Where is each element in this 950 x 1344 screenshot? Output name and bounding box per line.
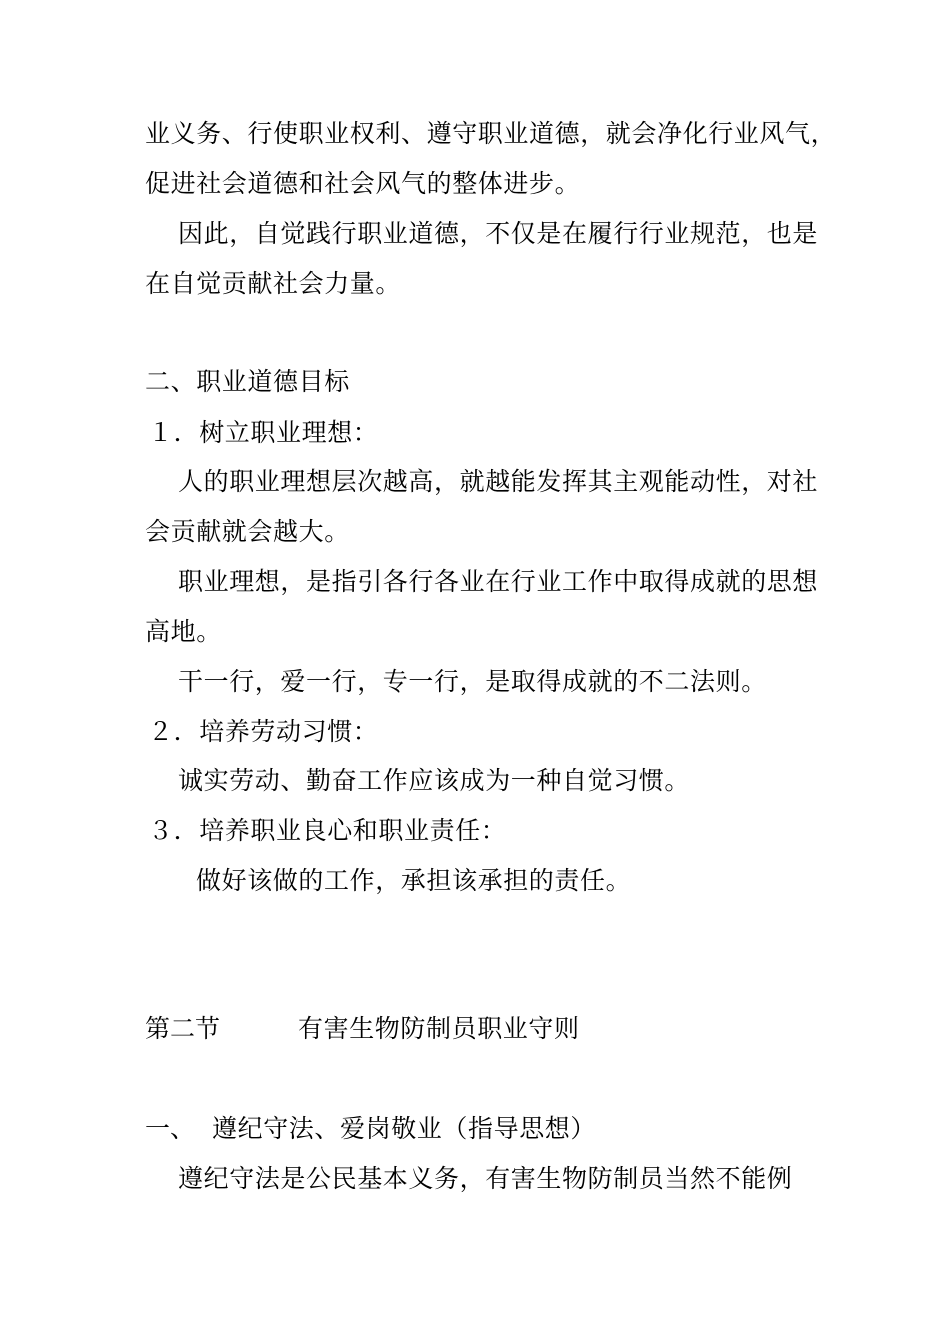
subsection-marker: 一、	[145, 1114, 196, 1143]
paragraph-line: 干一行，爱一行，专一行，是取得成就的不二法则。	[178, 667, 767, 696]
paragraph-line: 高地。	[145, 617, 222, 646]
paragraph-line: 做好该做的工作，承担该承担的责任。	[196, 866, 632, 895]
paragraph-line: 遵纪守法是公民基本义务，有害生物防制员当然不能例	[178, 1164, 793, 1193]
list-item-title: ３．培养职业良心和职业责任：	[148, 816, 507, 845]
chapter-section-title: 有害生物防制员职业守则	[298, 1014, 580, 1043]
paragraph-line: 促进社会道德和社会风气的整体进步。	[145, 169, 581, 198]
list-item-title: １．树立职业理想：	[148, 418, 379, 447]
list-item-title: ２．培养劳动习惯：	[148, 717, 379, 746]
paragraph-line: 在自觉贡献社会力量。	[145, 269, 402, 298]
section-heading: 二、职业道德目标	[145, 367, 350, 396]
paragraph-line: 因此，自觉践行职业道德，不仅是在履行行业规范，也是	[178, 219, 819, 248]
paragraph-line: 职业理想，是指引各行各业在行业工作中取得成就的思想	[178, 567, 819, 596]
paragraph-line: 人的职业理想层次越高，就越能发挥其主观能动性，对社	[178, 467, 819, 496]
paragraph-line: 诚实劳动、勤奋工作应该成为一种自觉习惯。	[178, 766, 691, 795]
paragraph-line: 会贡献就会越大。	[145, 517, 350, 546]
subsection-title: 遵纪守法、爱岗敬业（指导思想）	[212, 1114, 597, 1143]
paragraph-line: 业义务、行使职业权利、遵守职业道德，就会净化行业风气，	[145, 119, 837, 148]
chapter-section-label: 第二节	[145, 1014, 221, 1043]
